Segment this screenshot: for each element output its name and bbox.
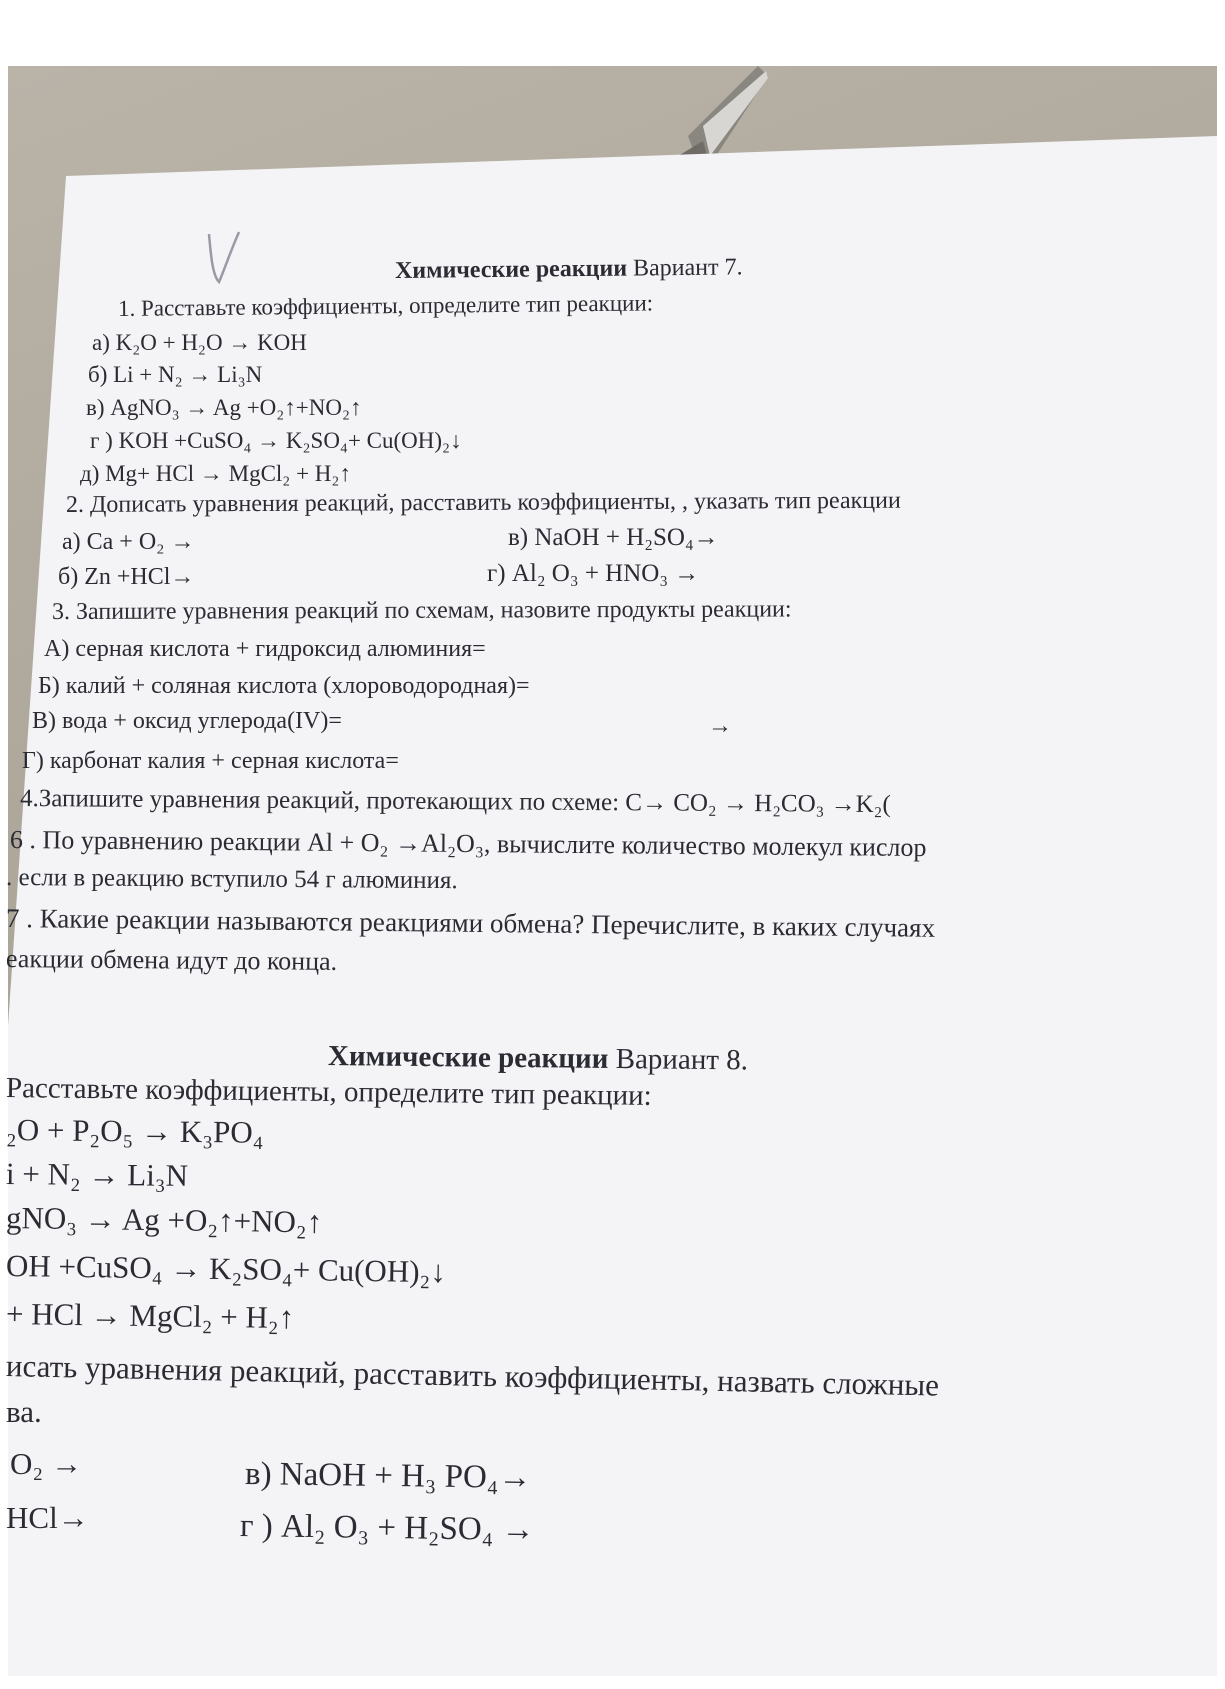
variant8-task1-item-4: OH +CuSO₄ → K₂SO₄+ Cu(OH)₂↓ [5,1248,447,1290]
variant8-title-bold: Химические реакции [327,1040,609,1075]
variant7-task7-line1: 7 . Какие реакции называются реакциями обмена? Перечислите, в каких случаях [5,903,936,943]
variant7-task1-item-b: б) Li + N₂ → Li₃N [88,362,263,387]
variant7-task1-item-d: д) Mg+ HCl → MgCl₂ + H₂↑ [80,461,351,486]
variant7-task2-heading: 2. Дописать уравнения реакций, расставить коэффициенты, , указать тип реакции [65,487,901,518]
variant7-title-bold: Химические реакции [394,255,628,284]
variant8-task2-line1: исать уравнения реакций, расставить коэффициенты, назвать сложные [5,1348,940,1403]
variant7-task1-item-g: г ) KOH +CuSO₄ → K₂SO₄+ Cu(OH)₂↓ [90,428,462,453]
variant8-title [328,1040,748,1077]
variant7-task1-heading: 1. Расставьте коэффициенты, определите тип реакции: [117,290,654,321]
variant7-task2-a: а) Ca + O₂ → [62,529,195,555]
variant7-task3-arrow: → [708,713,732,739]
variant7-task3-g: Г) карбонат калия + серная кислота= [22,748,399,774]
variant7-task3-a: А) серная кислота + гидроксид алюминия= [44,636,486,662]
variant7-task2-b: б) Zn +HCl→ [58,564,195,590]
variant7-title-rest: Вариант 7. [626,254,743,282]
variant8-task2-b: HCl→ [6,1500,89,1535]
variant7-task3-heading: 3. Запишите уравнения реакций по схемам, назовите продукты реакции: [51,596,792,625]
variant8-task1-item-3: gNO₃ → Ag +O₂↑+NO₂↑ [5,1200,323,1240]
pencil-check-mark [205,228,245,288]
variant8-task1-heading: Расставьте коэффициенты, определите тип реакции: [5,1072,652,1112]
variant7-title [395,254,743,285]
variant7-task6-line1: 6 . По уравнению реакции Al + O₂ →Al₂O₃, вычислите количество молекул кислор [9,825,927,862]
variant7-task1-item-v: в) AgNO₃ → Ag +O₂↑+NO₂↑ [86,395,362,420]
variant7-task1-item-a: а) K₂O + H₂O → KOH [92,330,307,355]
variant7-task4: 4.Запишите уравнения реакций, протекающих по схеме: C→ CO₂ → H₂CO₃ →K₂( [19,785,891,819]
variant8-task1-item-1: ₂O + P₂O₅ → K₃PO₄ [5,1112,264,1150]
variant7-task2-g: г) Al₂ O₃ + HNO₃ → [487,560,700,587]
variant7-task6-line2: . если в реакцию вступило 54 г алюминия. [5,864,458,895]
variant7-task3-b: Б) калий + соляная кислота (хлороводородная)= [38,673,530,699]
variant8-task2-line2: ва. [6,1394,42,1429]
variant7-task3-v: В) вода + оксид углерода(IV)= [32,708,342,734]
variant8-task2-v: в) NaOH + H₃ PO₄→ [244,1456,532,1496]
variant8-title-rest: Вариант 8. [608,1042,749,1077]
variant7-task7-line2: еакции обмена идут до конца. [5,944,338,976]
variant8-task2-g: г ) Al₂ O₃ + H₂SO₄ → [239,1508,535,1549]
variant7-task2-v: в) NaOH + H₂SO₄→ [508,524,719,551]
variant8-task2-a: O₂ → [10,1446,82,1481]
variant8-task1-item-5: + HCl → MgCl₂ + H₂↑ [5,1296,295,1336]
variant8-task1-item-2: i + N₂ → Li₃N [5,1156,189,1193]
